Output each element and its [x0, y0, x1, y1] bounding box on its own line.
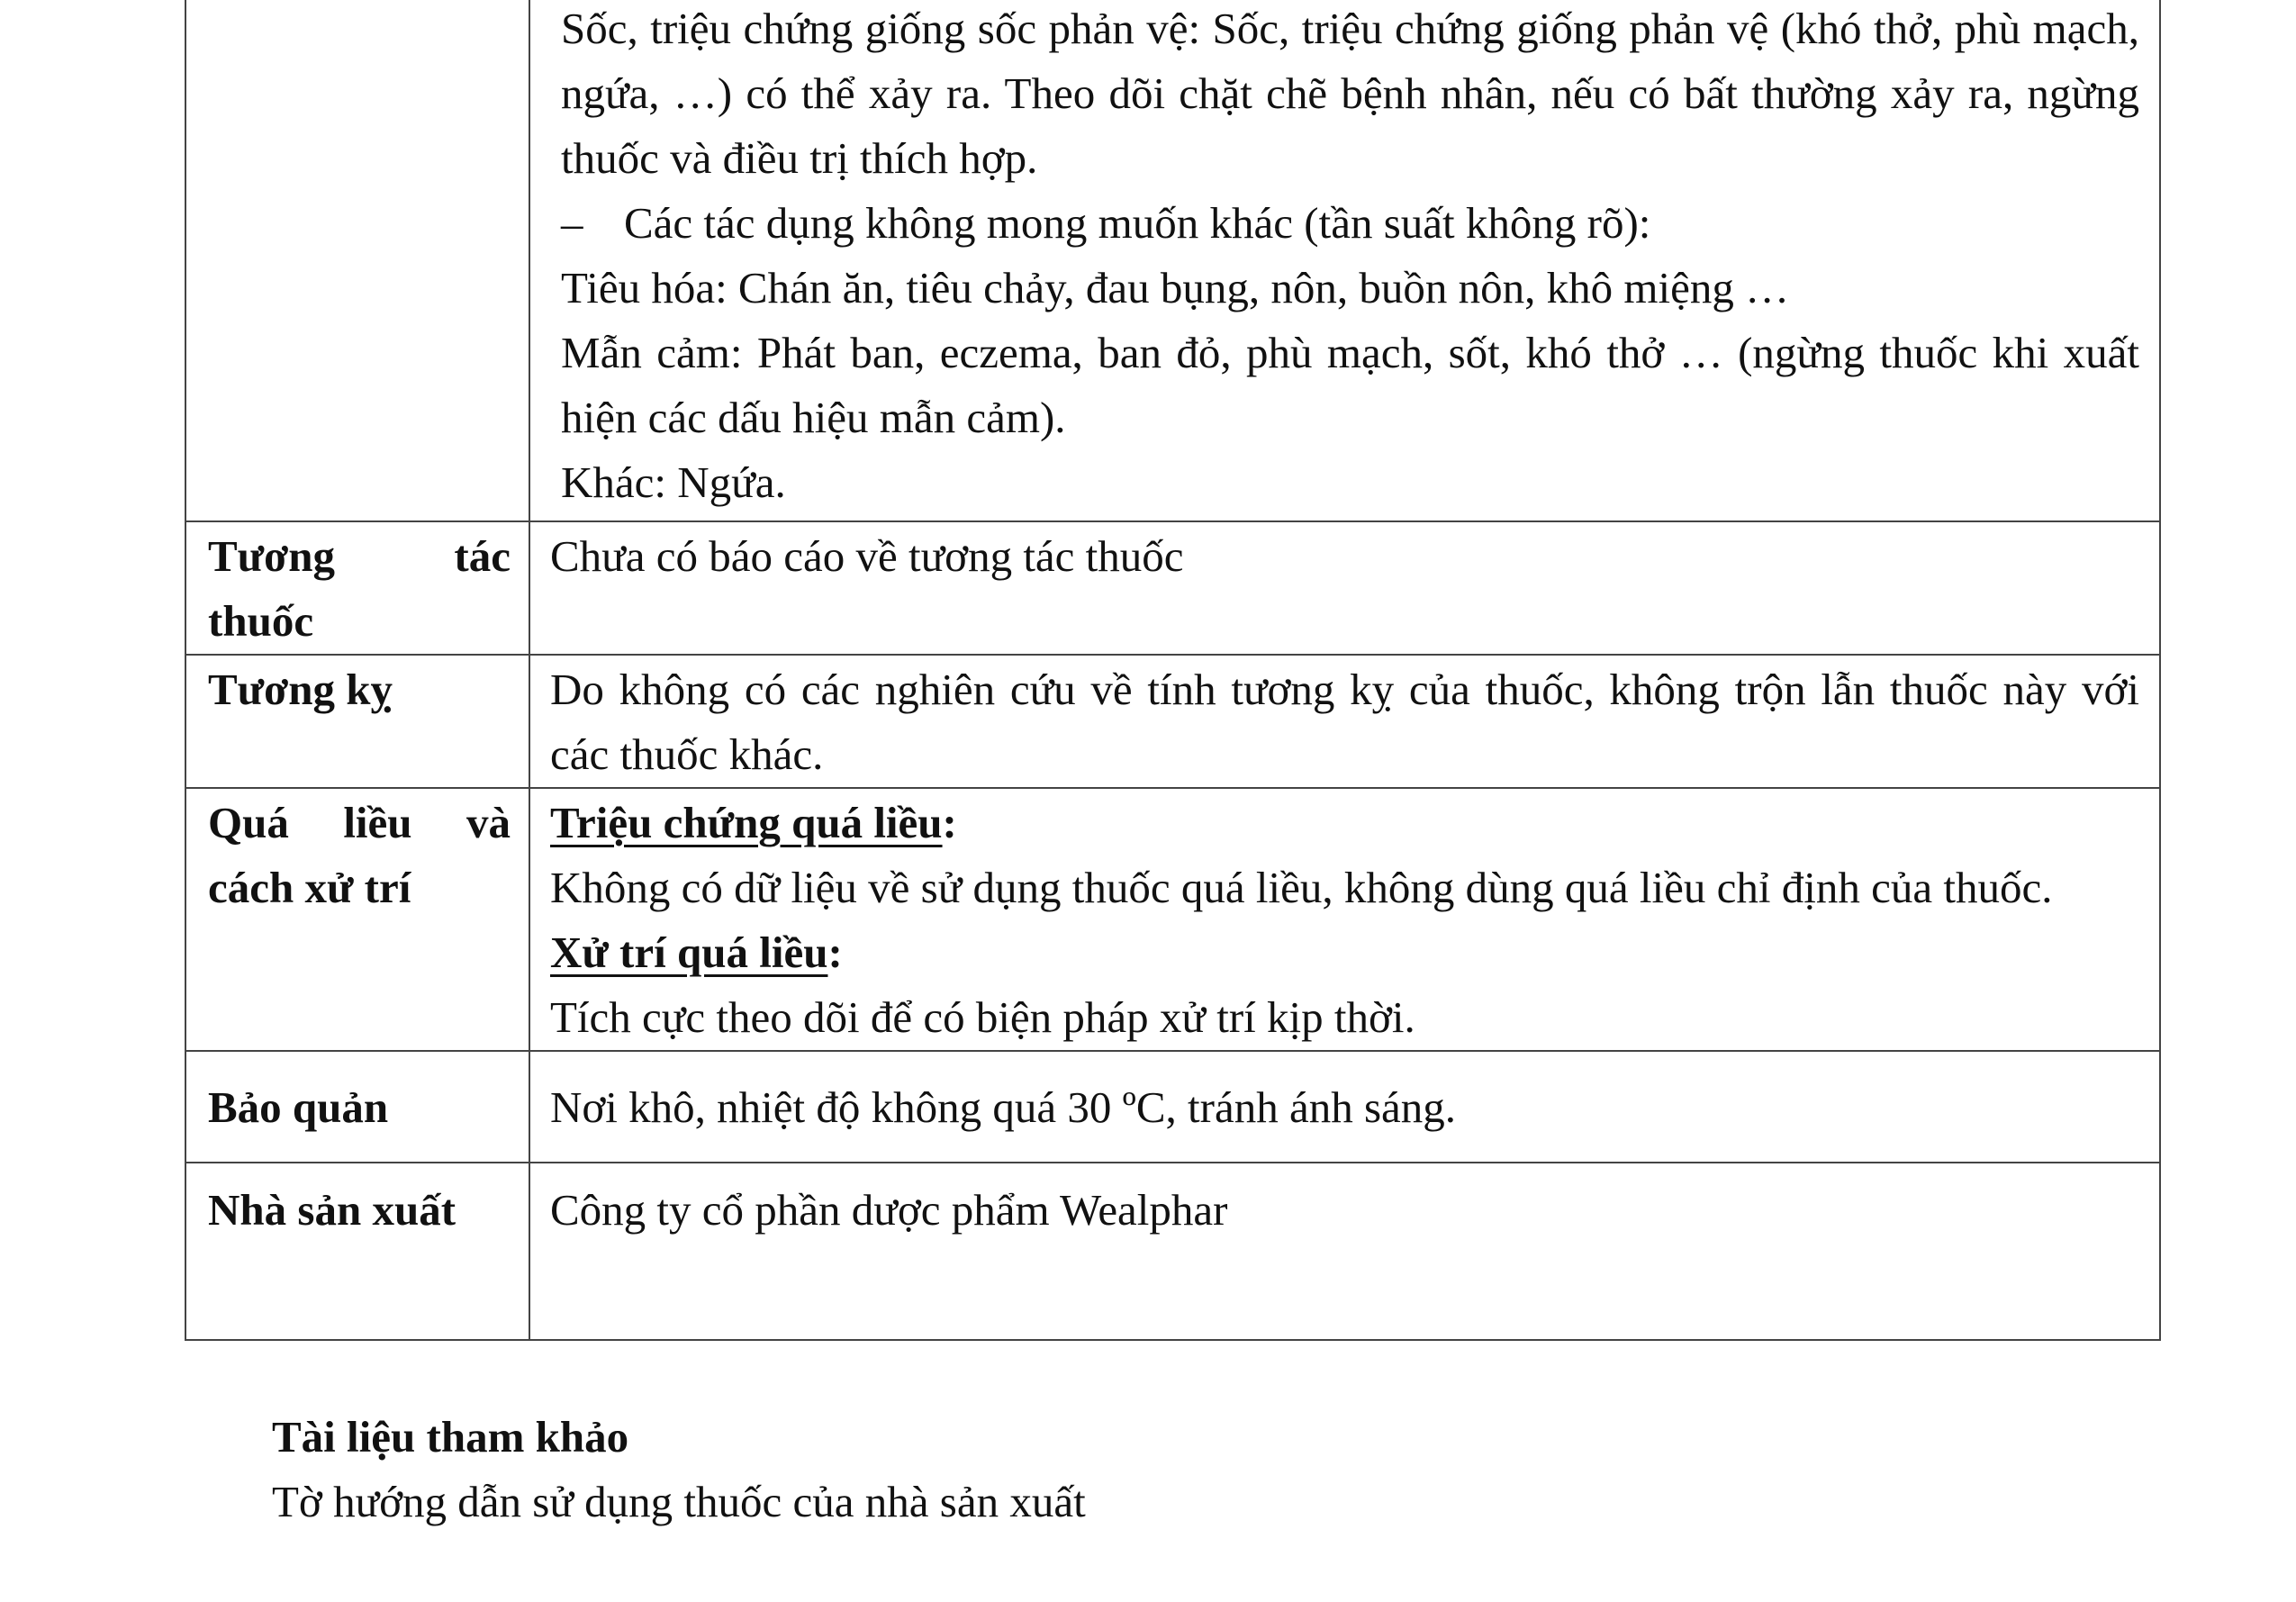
overdose-treatment-text: Tích cực theo dõi để có biện pháp xử trí kịp thời. — [550, 992, 1415, 1042]
list-item — [550, 191, 2139, 256]
overdose-symptoms-text: Không có dữ liệu về sử dụng thuốc quá liều, không dùng quá liều chỉ định của thuốc. — [550, 863, 2053, 912]
row-value: Nơi khô, nhiệt độ không quá 30 ºC, tránh ánh sáng. — [529, 1051, 2160, 1163]
row-label: Bảo quản — [185, 1051, 529, 1163]
table-row — [185, 1163, 2160, 1340]
overdose-treatment-heading: Xử trí quá liều: — [550, 928, 843, 977]
row-label: Quá liều và cách xử trí — [185, 788, 529, 1051]
references-section — [272, 1405, 1086, 1534]
references-heading: Tài liệu tham khảo — [272, 1412, 629, 1462]
hypersensitivity-effects: Mẫn cảm: Phát ban, eczema, ban đỏ, phù mạch, sốt, khó thở … (ngừng thuốc khi xuất hiện các dấu hiệu mẫn cảm). — [561, 328, 2139, 442]
row-label: Nhà sản xuất — [185, 1163, 529, 1340]
row-value: Công ty cổ phần dược phẩm Wealphar — [529, 1163, 2160, 1340]
row-label: Tương tác thuốc — [185, 521, 529, 655]
digestive-effects: Tiêu hóa: Chán ăn, tiêu chảy, đau bụng, nôn, buồn nôn, khô miệng … — [561, 263, 1790, 312]
dash-bullet: – — [561, 198, 583, 248]
row-label: Tương kỵ — [185, 655, 529, 788]
other-effects: Khác: Ngứa. — [561, 457, 786, 507]
table-row — [185, 788, 2160, 1051]
references-text: Tờ hướng dẫn sử dụng thuốc của nhà sản xuất — [272, 1477, 1086, 1526]
table-row — [185, 655, 2160, 788]
table-row — [185, 0, 2160, 521]
row-value: Chưa có báo cáo về tương tác thuốc — [529, 521, 2160, 655]
table-row — [185, 521, 2160, 655]
anaphylaxis-paragraph: Sốc, triệu chứng giống sốc phản vệ: Sốc, triệu chứng giống phản vệ (khó thở, phù mạch, ngứa, …) có thể xảy ra. Theo dõi chặt chẽ bệnh nhân, nếu có bất thường xảy ra, ngừng thuốc và điều trị thích hợp. — [561, 4, 2139, 183]
overdose-cell — [529, 788, 2160, 1051]
row-label-empty — [185, 0, 529, 521]
drug-info-table — [185, 0, 2161, 1341]
overdose-symptoms-heading: Triệu chứng quá liều: — [550, 798, 957, 847]
table-row — [185, 1051, 2160, 1163]
other-effects-heading: Các tác dụng không mong muốn khác (tần suất không rõ): — [624, 198, 1651, 248]
adverse-effects-cell — [529, 0, 2160, 521]
row-value: Do không có các nghiên cứu về tính tương kỵ của thuốc, không trộn lẫn thuốc này với các thuốc khác. — [529, 655, 2160, 788]
